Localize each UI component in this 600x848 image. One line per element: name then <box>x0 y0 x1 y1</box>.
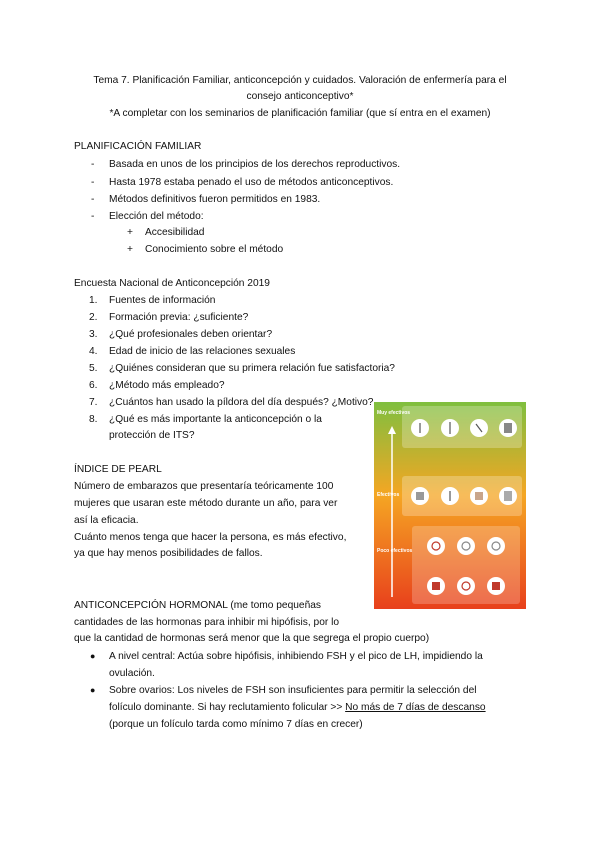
hormonal-bullet-2-l2 <box>109 702 486 713</box>
bullet-1: ● <box>90 651 96 661</box>
contraceptive-effectiveness-figure <box>374 402 526 609</box>
planificacion-item-4: Elección del método: <box>109 211 204 222</box>
pearl-line-4: Cuánto menos tenga que hacer la persona, es más efectivo, <box>74 532 347 543</box>
method-icon-9 <box>427 537 445 555</box>
pearl-line-3: así la eficacia. <box>74 515 139 526</box>
title-line-2: consejo anticonceptivo* <box>246 91 354 102</box>
planificacion-item-2: Hasta 1978 estaba penado el uso de métodos anticonceptivos. <box>109 177 394 188</box>
plus-2: + <box>127 244 133 255</box>
hormonal-bullet-1-l1: A nivel central: Actúa sobre hipófisis, inhibiendo FSH y el pico de LH, impidiendo la <box>109 651 483 662</box>
enc-num-8: 8. <box>89 414 98 425</box>
encuesta-heading: Encuesta Nacional de Anticoncepción 2019 <box>74 278 270 289</box>
encuesta-item-6: ¿Método más empleado? <box>109 380 225 391</box>
hormonal-line-1: ANTICONCEPCIÓN HORMONAL (me tomo pequeñas <box>74 600 322 611</box>
dash-4: - <box>91 211 95 222</box>
hormonal-bullet-1-l2: ovulación. <box>109 668 155 679</box>
encuesta-item-3: ¿Qué profesionales deben orientar? <box>109 329 273 340</box>
hormonal-line-3: que la cantidad de hormonas será menor que la que segrega el propio cuerpo) <box>74 633 430 644</box>
label-top: Muy efectivos <box>377 410 411 416</box>
enc-num-1: 1. <box>89 295 98 306</box>
encuesta-item-8-cont: protección de ITS? <box>109 430 195 441</box>
planificacion-subitem-1: Accesibilidad <box>145 227 205 238</box>
bullet-2: ● <box>90 685 96 695</box>
label-bottom: Poco efectivos <box>377 548 413 554</box>
method-icon-10 <box>457 537 475 555</box>
enc-num-5: 5. <box>89 363 98 374</box>
encuesta-item-8: ¿Qué es más importante la anticoncepción o la <box>109 414 322 425</box>
encuesta-item-2: Formación previa: ¿suficiente? <box>109 312 249 323</box>
encuesta-item-4: Edad de inicio de las relaciones sexuales <box>109 346 296 357</box>
title-line-1: Tema 7. Planificación Familiar, anticoncepción y cuidados. Valoración de enfermería para el <box>93 75 507 86</box>
pearl-line-1: Número de embarazos que presentaría teóricamente 100 <box>74 481 334 492</box>
enc-num-7: 7. <box>89 397 98 408</box>
pearl-heading: ÍNDICE DE PEARL <box>74 464 162 475</box>
method-icon-11 <box>487 537 505 555</box>
pearl-line-2: mujeres que usaran este método durante un año, para ver <box>74 498 338 509</box>
hormonal-bullet-2-text: folículo dominante. Si hay reclutamiento folicular >> <box>109 702 346 713</box>
encuesta-item-7: ¿Cuántos han usado la píldora del día después? ¿Motivo? <box>109 397 374 408</box>
enc-num-4: 4. <box>89 346 98 357</box>
planificacion-item-1: Basada en unos de los principios de los derechos reproductivos. <box>109 159 401 170</box>
method-icon-13 <box>457 577 475 595</box>
pearl-line-5: ya que hay menos posibilidades de fallos. <box>74 548 263 559</box>
planificacion-subitem-2: Conocimiento sobre el método <box>145 244 284 255</box>
dash-2: - <box>91 177 95 188</box>
dash-3: - <box>91 194 95 205</box>
encuesta-item-5: ¿Quiénes consideran que su primera relación fue satisfactoria? <box>109 363 395 374</box>
plus-1: + <box>127 227 133 238</box>
enc-num-3: 3. <box>89 329 98 340</box>
hormonal-bullet-2-l1: Sobre ovarios: Los niveles de FSH son insuficientes para permitir la selección del <box>109 685 477 696</box>
label-mid: Efectivos <box>377 492 400 498</box>
enc-num-2: 2. <box>89 312 98 323</box>
planificacion-item-3: Métodos definitivos fueron permitidos en 1983. <box>109 194 321 205</box>
descanso-underlined: No más de 7 días de descanso <box>345 702 486 713</box>
hormonal-bullet-2-l3: (porque un folículo tarda como mínimo 7 días en crecer) <box>109 719 363 730</box>
enc-num-6: 6. <box>89 380 98 391</box>
title-line-3: *A completar con los seminarios de planificación familiar (que sí entra en el examen) <box>109 108 491 119</box>
dash-1: - <box>91 159 95 170</box>
planificacion-heading: PLANIFICACIÓN FAMILIAR <box>74 141 202 152</box>
encuesta-item-1: Fuentes de información <box>109 295 216 306</box>
hormonal-line-2: cantidades de las hormonas para inhibir mi hipófisis, por lo <box>74 617 340 628</box>
